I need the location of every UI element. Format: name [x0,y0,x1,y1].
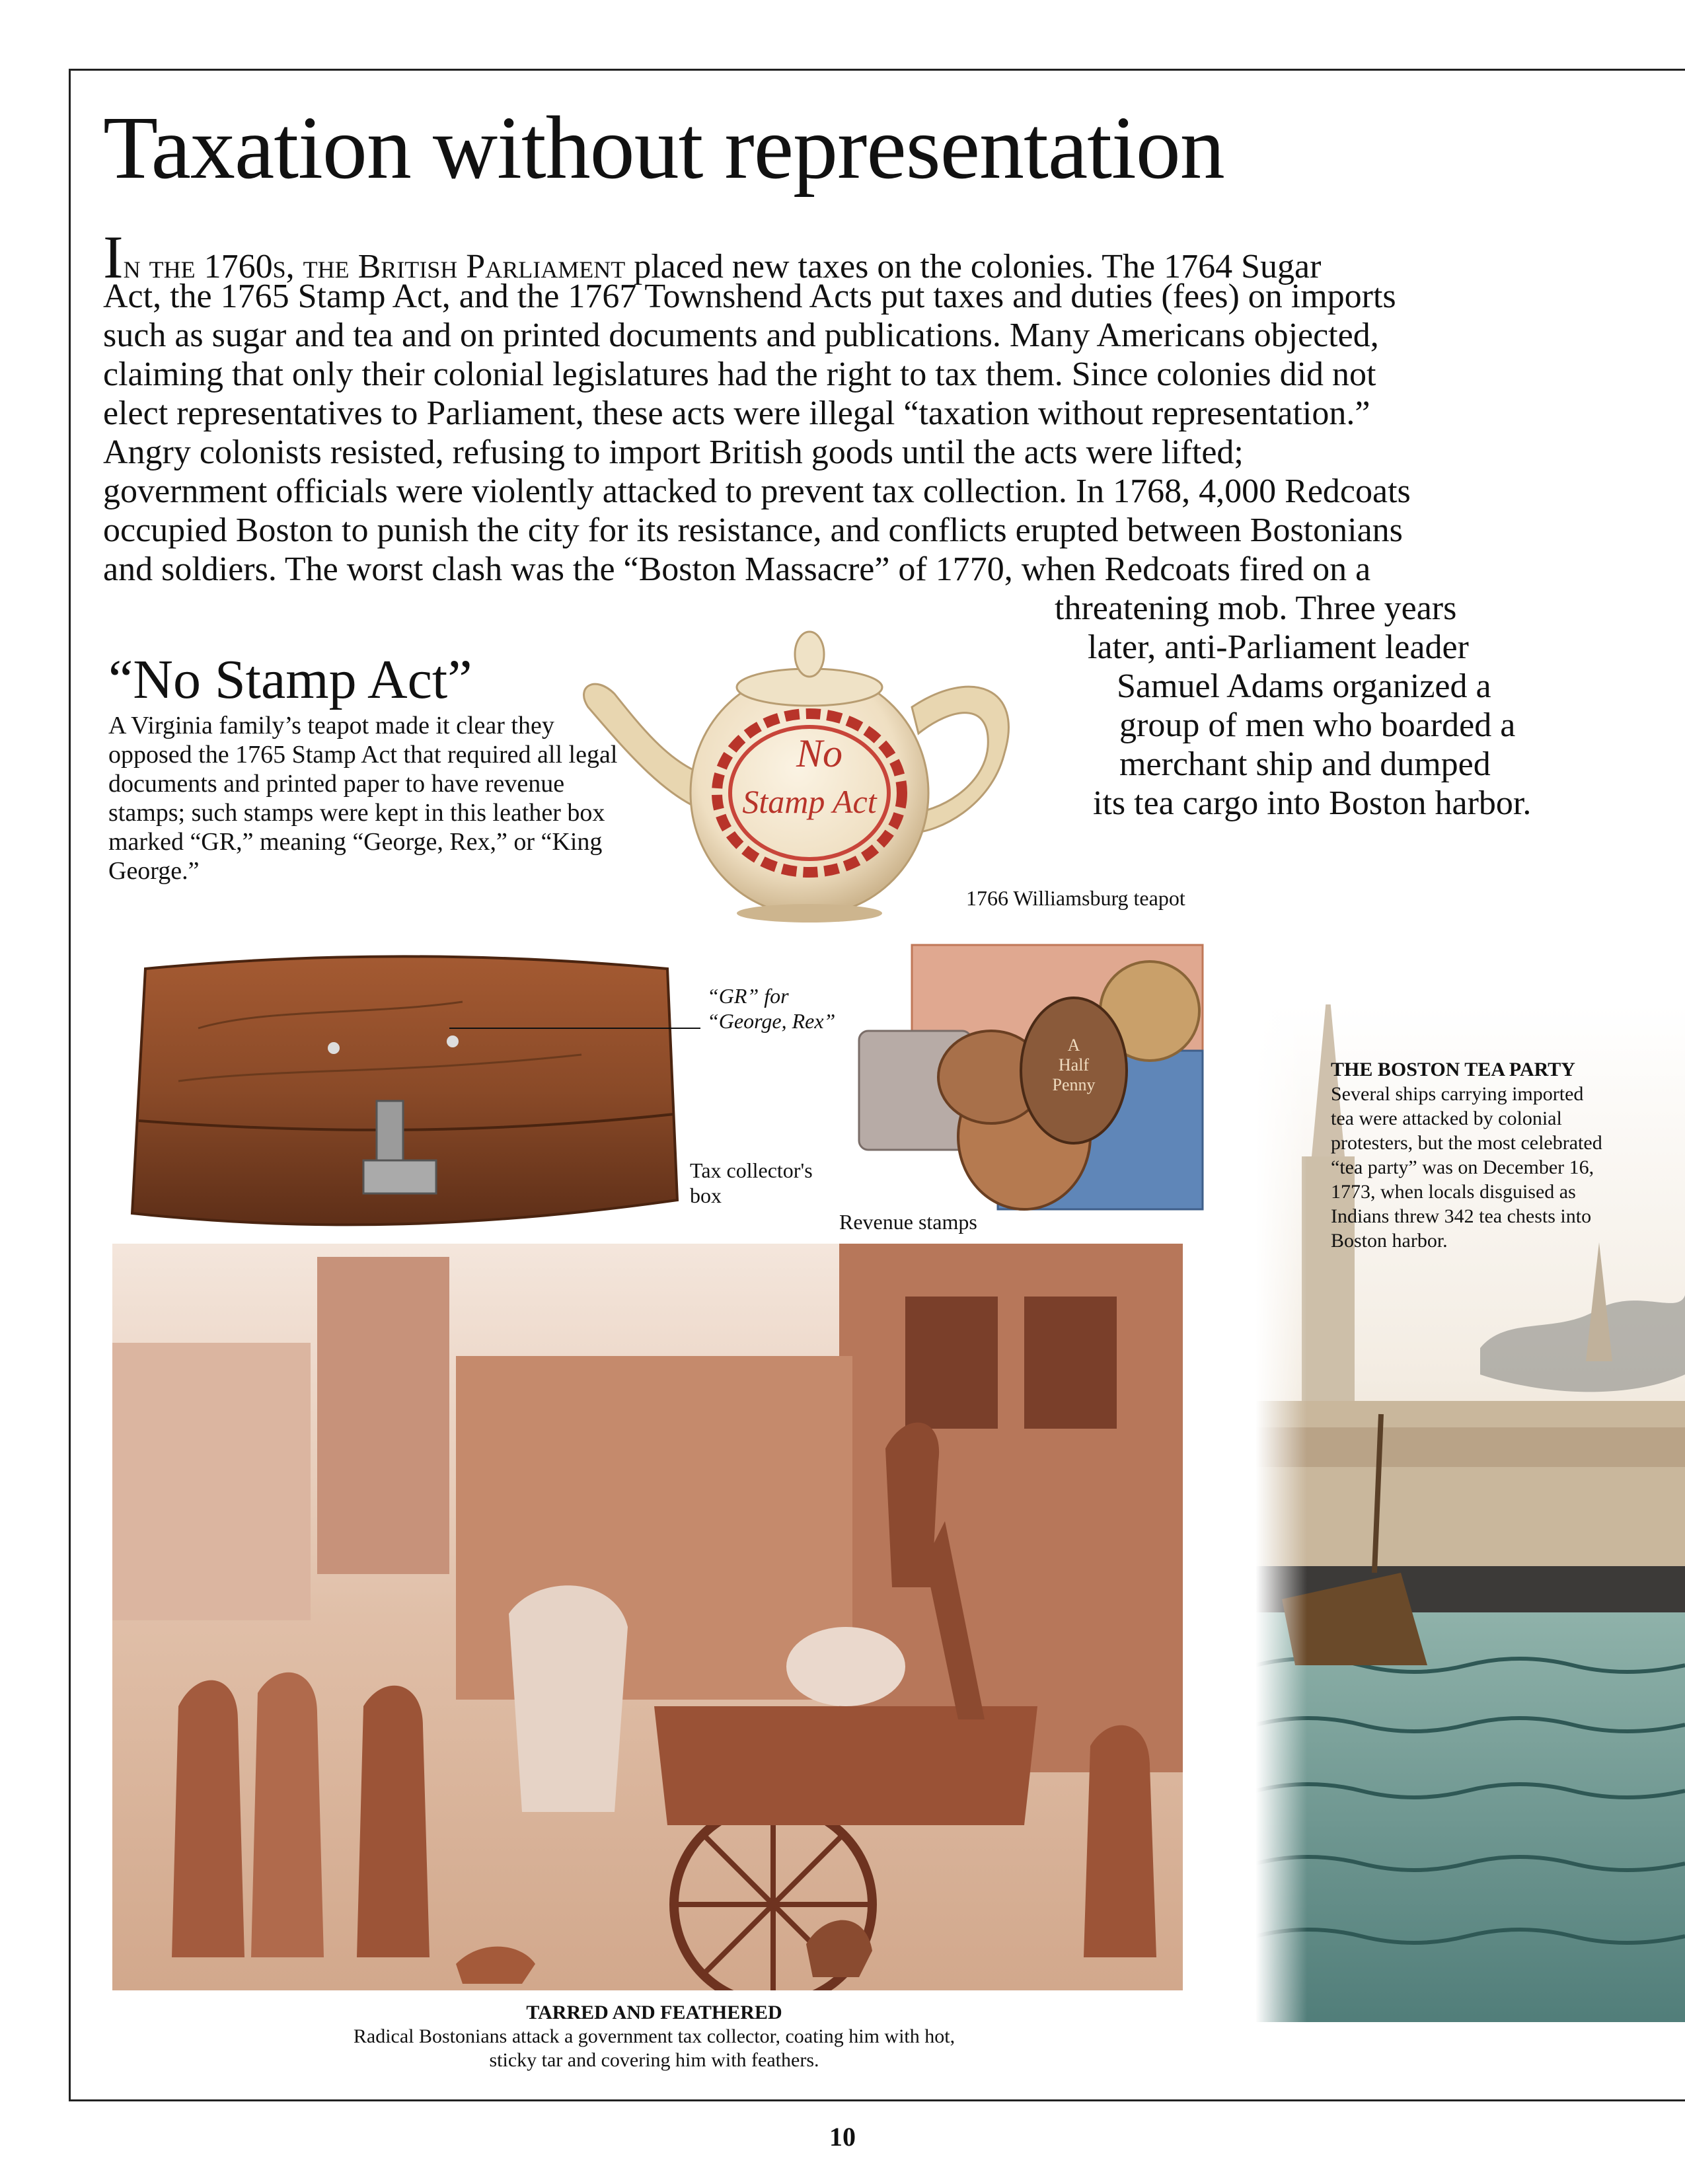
page-number: 10 [829,2122,856,2152]
teapot-illustration [568,615,1031,925]
revenue-stamps-image [846,938,1216,1216]
teapot-inscription: Stamp Act [742,783,877,820]
tarred-caption [251,2001,1057,2072]
tarred-illustration [112,1244,1183,1990]
revenue-stamps-caption: Revenue stamps [839,1210,977,1234]
intro-line: occupied Boston to punish the city for its resistance, and conflicts erupted between Bostonians [103,511,1403,549]
page-title: Taxation without representation [103,98,1224,198]
intro-line: and soldiers. The worst clash was the “Boston Massacre” of 1770, when Redcoats fired on a [103,550,1371,588]
tea-party-caption [1331,1057,1608,1253]
gr-caption-line: “GR” for [707,984,789,1008]
tax-box-illustration [119,949,681,1240]
tax-box-image [119,949,681,1240]
gr-caption-line: “George, Rex” [707,1009,836,1033]
intro-line: elect representatives to Parliament, these acts were illegal “taxation without representation.” [103,395,1370,432]
stamp-act-text: A Virginia family’s teapot made it clear they opposed the 1765 Stamp Act that required all legal documents and printed paper to have revenue stamps; such stamps were kept in this leather box marked “GR,” meaning “George, Rex,” or “King George.” [108,712,618,885]
tax-box-caption-line: Tax collector's [690,1158,813,1182]
teapot-inscription: No [796,732,843,775]
intro-line: group of men who boarded a [1119,706,1516,744]
stamp-act-heading: “No Stamp Act” [108,649,472,710]
intro-line: such as sugar and tea and on printed documents and publications. Many Americans objected, [103,317,1379,354]
stamp-text: Half [1058,1055,1090,1074]
intro-line: its tea cargo into Boston harbor. [1093,784,1532,822]
tea-party-text: Several ships carrying imported tea were attacked by colonial protesters, but the most celebrated “tea party” was on December 16, 1773, when locals disguised as Indians threw 342 tea chests into Boston harbor. [1331,1083,1602,1252]
stamp-text: A [1067,1036,1080,1055]
intro-line: Act, the 1765 Stamp Act, and the 1767 Townshend Acts put taxes and duties (fees) on imports [103,278,1396,315]
tarred-heading: TARRED AND FEATHERED [526,2002,782,2023]
intro-line: Samuel Adams organized a [1117,667,1491,705]
intro-line-text: placed new taxes on the colonies. The 1764 Sugar [625,248,1322,285]
intro-line: government officials were violently attacked to prevent tax collection. In 1768, 4,000 Redcoats [103,472,1411,510]
tarred-text-line: sticky tar and covering him with feathers. [489,2049,819,2071]
intro-line: Angry colonists resisted, refusing to import British goods until the acts were lifted; [103,433,1244,471]
intro-line: claiming that only their colonial legislatures had the right to tax them. Since colonies did not [103,356,1376,393]
intro-line: merchant ship and dumped [1119,745,1491,783]
gr-pointer-line [449,1028,700,1029]
revenue-stamps-illustration [846,938,1216,1216]
teapot-image [568,615,1031,925]
stamp-text: Penny [1052,1075,1096,1094]
gr-caption [707,983,835,1034]
intro-line: threatening mob. Three years [1055,589,1457,627]
drop-cap: I [103,223,124,291]
intro-smallcaps: n the 1760s, the British Parliament [123,248,626,285]
teapot-caption: 1766 Williamsburg teapot [966,886,1185,910]
tarred-text-line: Radical Bostonians attack a government tax collector, coating him with hot, [353,2025,955,2047]
tea-party-heading: THE BOSTON TEA PARTY [1331,1059,1575,1080]
tax-box-caption [690,1158,813,1208]
intro-line: later, anti-Parliament leader [1088,628,1469,666]
tax-box-caption-line: box [690,1184,722,1207]
tarred-and-feathered-image [112,1244,1183,1990]
